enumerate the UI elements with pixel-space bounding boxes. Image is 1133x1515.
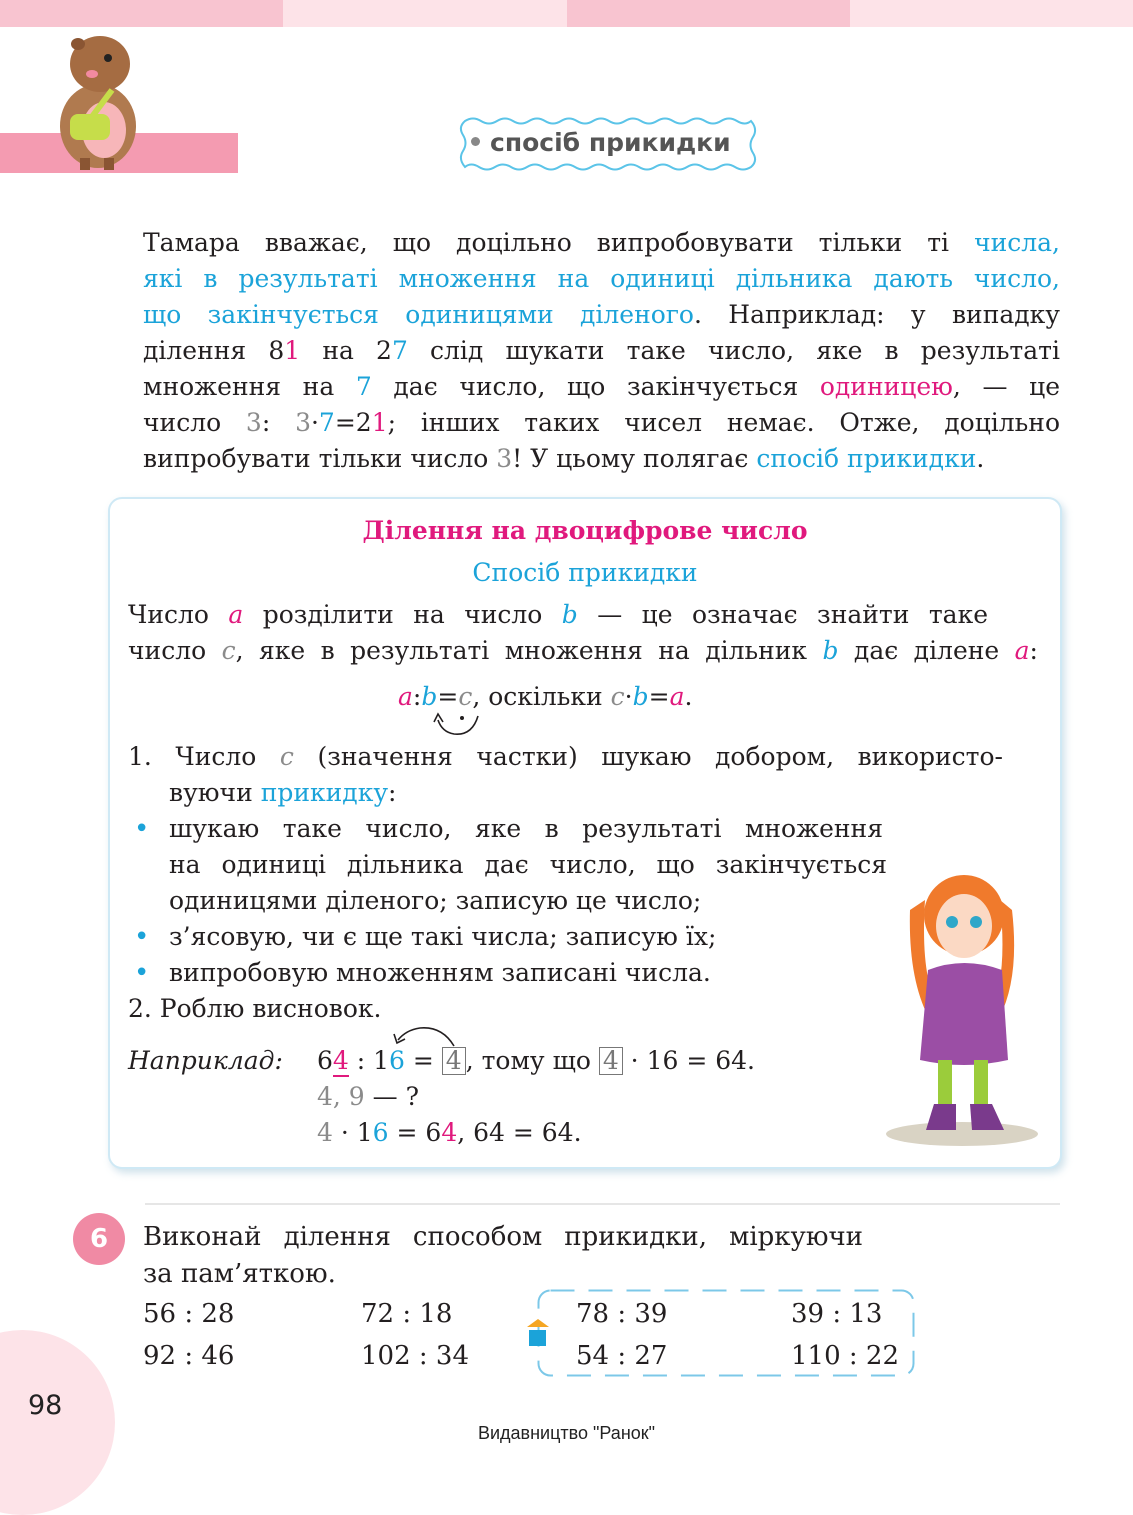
memo-subtitle: Спосіб прикидки <box>472 558 698 587</box>
exercise-item: 56 : 28 <box>143 1299 235 1329</box>
exercise-number-badge: 6 <box>73 1213 125 1265</box>
intro-line: які в результаті множення на одиниці дільника дають число, <box>143 264 1060 293</box>
memo-bullet-line: на одиниці дільника дає число, що закінчується <box>169 850 887 879</box>
intro-line: число 3: 3·7=21; інших таких чисел немає. Отже, доцільно <box>143 408 1060 437</box>
example-label: Наприклад: <box>128 1046 283 1075</box>
memo-bullet-line: одиницями діленого; записую це число; <box>169 886 702 915</box>
example-arrow-icon <box>390 1024 460 1050</box>
memo-step-1-cont: вуючи прикидку: <box>169 778 397 807</box>
exercise-item: 92 : 46 <box>143 1341 235 1371</box>
memo-definition: число c, яке в результаті множення на дільник b дає ділене a: <box>128 636 1038 665</box>
girl-illustration <box>880 860 1040 1150</box>
publisher-footer: Видавництво "Ранок" <box>477 1423 656 1443</box>
example-line: 64 : 16 = 4 , тому що 4 · 16 = 64. <box>317 1046 755 1075</box>
memo-bullet-line: з’ясовую, чи є ще такі числа; записую їх; <box>169 922 717 951</box>
divider <box>145 1203 1060 1205</box>
bullet-dot <box>471 137 480 146</box>
bullet: • <box>134 958 150 988</box>
top-stripe <box>0 0 283 27</box>
memo-formula: a:b=c, оскільки c·b=a. <box>398 682 693 711</box>
intro-line: ділення 81 на 27 слід шукати таке число, яке в результаті <box>143 336 1060 365</box>
exercise-text: Виконай ділення способом прикидки, міркуючи <box>143 1222 863 1252</box>
memo-bullet-line: шукаю таке число, яке в результаті множення <box>169 814 883 843</box>
topic-label <box>455 115 761 173</box>
exercise-item: 54 : 27 <box>576 1341 668 1371</box>
example-line: 4 · 16 = 64, 64 = 64. <box>317 1118 582 1147</box>
exercise-item: 78 : 39 <box>576 1299 668 1329</box>
intro-line: що закінчується одиницями діленого. Наприклад: у випадку <box>143 300 1060 329</box>
formula-arrow-icon <box>432 710 484 740</box>
intro-line: множення на 7 дає число, що закінчується одиницею, — це <box>143 372 1060 401</box>
exercise-text: за пам’яткою. <box>143 1259 336 1289</box>
bullet: • <box>134 814 150 844</box>
example-line: 4, 9 — ? <box>317 1082 420 1111</box>
memo-title: Ділення на двоцифрове число <box>362 516 808 545</box>
memo-definition: Число a розділити на число b — це означає знайти таке <box>128 600 988 629</box>
exercise-item: 102 : 34 <box>361 1341 469 1371</box>
memo-step-2: 2. Роблю висновок. <box>128 994 382 1023</box>
bullet: • <box>134 922 150 952</box>
intro-line: випробувати тільки число 3! У цьому полягає спосіб прикидки. <box>143 444 985 473</box>
top-stripe <box>567 0 850 27</box>
topic-text: спосіб прикидки <box>490 128 731 157</box>
top-stripe <box>850 0 1133 27</box>
cube-icon <box>525 1318 551 1348</box>
page-number: 98 <box>28 1390 63 1421</box>
intro-line: Тамара вважає, що доцільно випробовувати тільки ті числа, <box>143 228 1060 257</box>
memo-bullet-line: випробовую множенням записані числа. <box>169 958 711 987</box>
exercise-item: 72 : 18 <box>361 1299 453 1329</box>
memo-step-1: 1. Число c (значення частки) шукаю добором, використо- <box>128 742 1003 771</box>
exercise-item: 39 : 13 <box>791 1299 883 1329</box>
exercise-item: 110 : 22 <box>791 1341 899 1371</box>
top-stripe <box>283 0 567 27</box>
capybara-illustration <box>52 30 144 172</box>
